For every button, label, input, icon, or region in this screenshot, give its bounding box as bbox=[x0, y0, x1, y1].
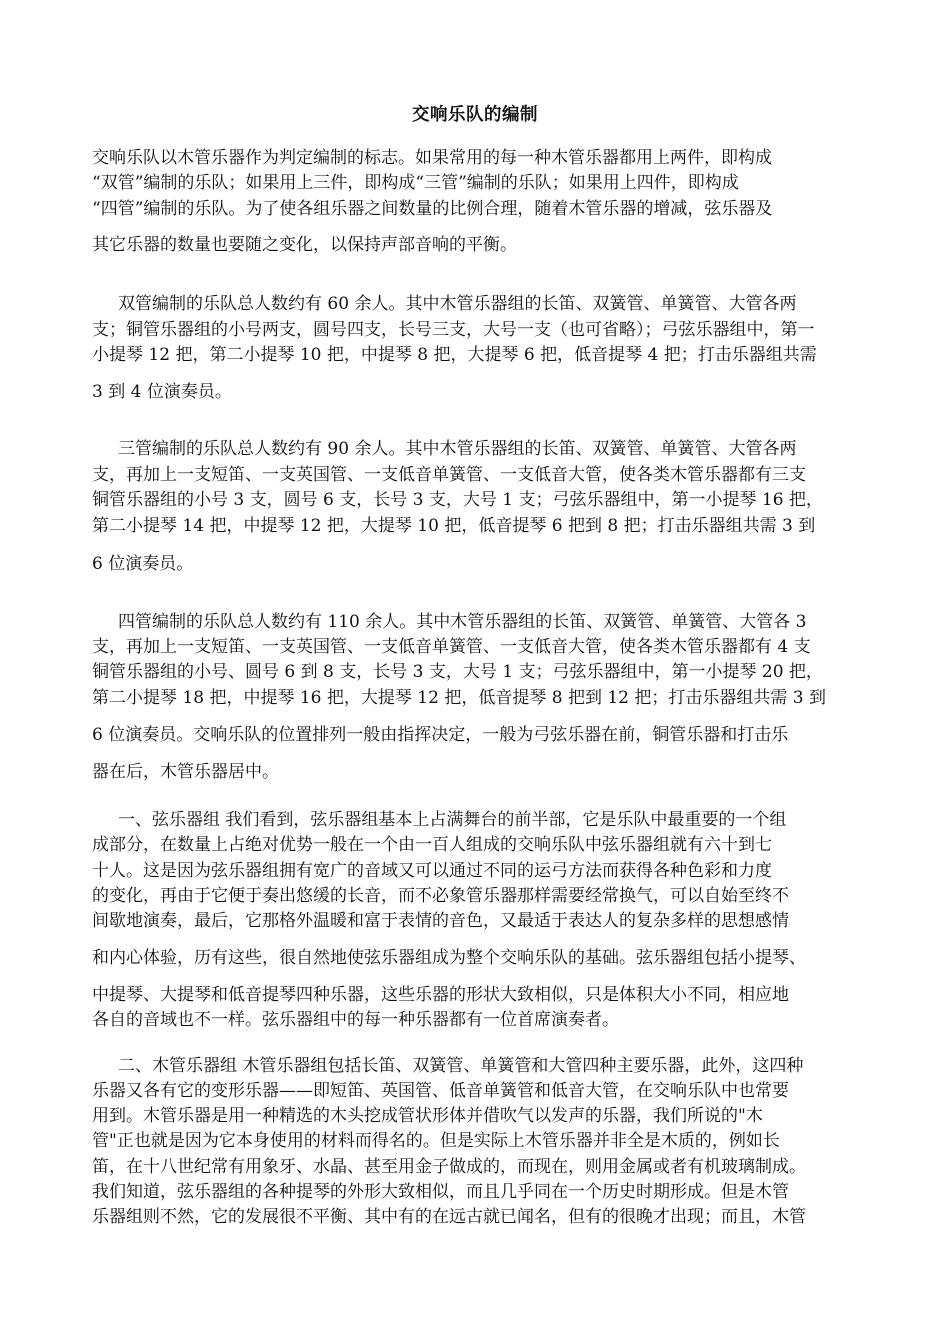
text-line: 三管编制的乐队总人数约有 90 余人。其中木管乐器组的长笛、双簧管、单簧管、大管各两 bbox=[118, 439, 797, 459]
text-line: 乐器又各有它的变形乐器——即短笛、英国管、低音单簧管和低音大管，在交响乐队中也常要 bbox=[92, 1081, 789, 1101]
text-line: 双管编制的乐队总人数约有 60 余人。其中木管乐器组的长笛、双簧管、单簧管、大管各两 bbox=[118, 294, 797, 314]
text-line: 中提琴、大提琴和低音提琴四种乐器，这些乐器的形状大致相似，只是体积大小不同，相应地 bbox=[92, 985, 789, 1005]
text-line: 二、木管乐器组 木管乐器组包括长笛、双簧管、单簧管和大管四种主要乐器，此外，这四种 bbox=[118, 1056, 804, 1076]
text-line: 十人。这是因为弦乐器组拥有宽广的音域又可以通过不同的运弓方法而获得各种色彩和力度 bbox=[92, 861, 772, 881]
text-line: 支；铜管乐器组的小号两支，圆号四支，长号三支，大号一支（也可省略）；弓弦乐器组中，第一 bbox=[92, 320, 815, 340]
text-line: 我们知道，弦乐器组的各种提琴的外形大致相似，而且几乎同在一个历史时期形成。但是木管 bbox=[92, 1182, 789, 1202]
text-line: “双管”编制的乐队；如果用上三件，即构成“三管”编制的乐队；如果用上四件，即构成 bbox=[92, 173, 739, 193]
text-line: 用到。木管乐器是用一种精选的木头挖成管状形体并借吹气以发声的乐器，我们所说的"木 bbox=[92, 1106, 763, 1126]
text-line: 各自的音域也不一样。弦乐器组中的每一种乐器都有一位首席演奏者。 bbox=[92, 1010, 619, 1030]
text-line: 支，再加上一支短笛、一支英国管、一支低音单簧管、一支低音大管，使各类木管乐器都有三支 bbox=[92, 465, 806, 485]
document-title: 交响乐队的编制 bbox=[412, 105, 538, 125]
text-line: 器在后，木管乐器居中。 bbox=[92, 762, 279, 782]
text-line: 的变化，再由于它便于奏出悠缓的长音，而不必象管乐器那样需要经常换气，可以自始至终不 bbox=[92, 886, 789, 906]
text-line: 成部分，在数量上占绝对优势一般在一个由一百人组成的交响乐队中弦乐器组就有六十到七 bbox=[92, 835, 772, 855]
text-line: 铜管乐器组的小号 3 支，圆号 6 支，长号 3 支，大号 1 支；弓弦乐器组中，第一小提琴 16 把， bbox=[92, 490, 823, 510]
text-line: 第二小提琴 18 把，中提琴 16 把，大提琴 12 把，低音提琴 8 把到 12 把；打击乐器组共需 3 到 bbox=[92, 688, 827, 708]
text-line: 其它乐器的数量也要随之变化，以保持声部音响的平衡。 bbox=[92, 235, 517, 255]
text-line: 小提琴 12 把，第二小提琴 10 把，中提琴 8 把，大提琴 6 把，低音提琴 4 把；打击乐器组共需 bbox=[92, 345, 817, 365]
text-line: 管"正也就是因为它本身使用的材料而得名的。但是实际上木管乐器并非全是木质的，例如长 bbox=[92, 1131, 780, 1151]
text-line: 间歇地演奏，最后，它那格外温暖和富于表情的音色，又最适于表达人的复杂多样的思想感情 bbox=[92, 911, 789, 931]
text-line: 3 到 4 位演奏员。 bbox=[92, 382, 232, 402]
text-line: 四管编制的乐队总人数约有 110 余人。其中木管乐器组的长笛、双簧管、单簧管、大管各 3 bbox=[118, 612, 807, 632]
text-line: 6 位演奏员。交响乐队的位置排列一般由指挥决定，一般为弓弦乐器在前，铜管乐器和打击乐 bbox=[92, 725, 789, 745]
text-line: 和内心体验，历有这些，很自然地使弦乐器组成为整个交响乐队的基础。弦乐器组包括小提琴、 bbox=[92, 948, 806, 968]
text-line: 铜管乐器组的小号、圆号 6 到 8 支，长号 3 支，大号 1 支；弓弦乐器组中，第一小提琴 20 把， bbox=[92, 662, 823, 682]
text-line: 一、弦乐器组 我们看到，弦乐器组基本上占满舞台的前半部，它是乐队中最重要的一个组 bbox=[118, 810, 787, 830]
text-line: 交响乐队以木管乐器作为判定编制的标志。如果常用的每一种木管乐器都用上两件，即构成 bbox=[92, 148, 772, 168]
text-line: “四管”编制的乐队。为了使各组乐器之间数量的比例合理，随着木管乐器的增减，弦乐器及 bbox=[92, 199, 773, 219]
text-line: 6 位演奏员。 bbox=[92, 554, 194, 574]
text-line: 支，再加上一支短笛、一支英国管、一支低音单簧管、一支低音大管，使各类木管乐器都有 4 支 bbox=[92, 637, 811, 657]
text-line: 笛，在十八世纪常有用象牙、水晶、甚至用金子做成的，而现在，则用金属或者有机玻璃制成。 bbox=[92, 1157, 806, 1177]
text-line: 第二小提琴 14 把，中提琴 12 把，大提琴 10 把，低音提琴 6 把到 8 把；打击乐器组共需 3 到 bbox=[92, 516, 816, 536]
text-line: 乐器组则不然，它的发展很不平衡、其中有的在远古就已闻名，但有的很晚才出现；而且，木管 bbox=[92, 1207, 806, 1227]
